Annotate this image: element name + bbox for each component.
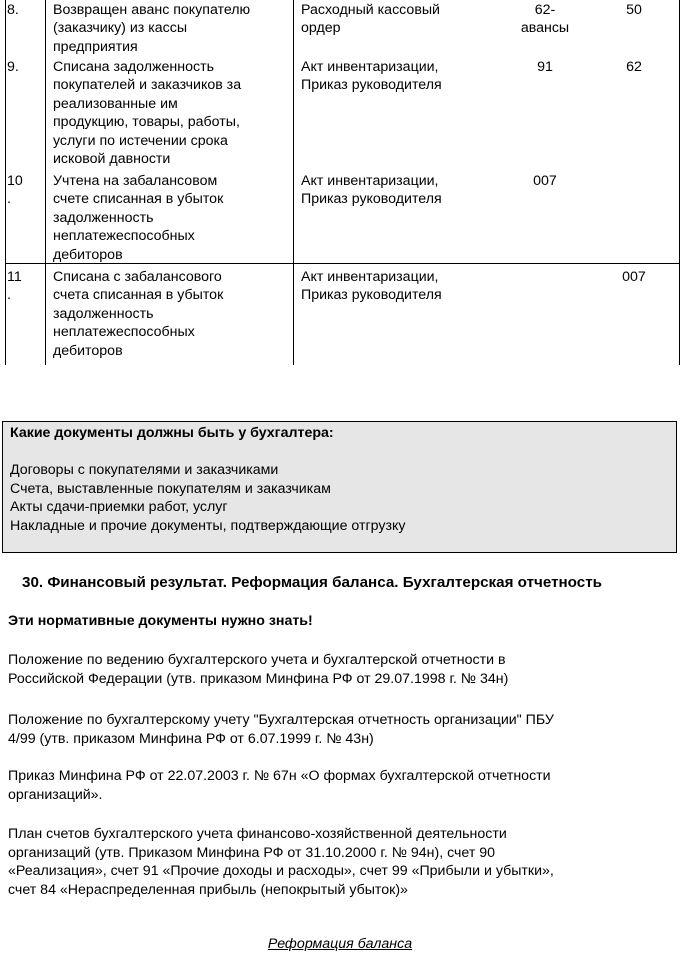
must-know-heading: Эти нормативные документы нужно знать!	[8, 613, 313, 629]
column-divider	[45, 0, 46, 365]
operation-text: Списана задолженность покупателей и заказчиков за реализованные им продукцию, товары, работы, услуги по истечении срока исковой давности	[53, 59, 242, 168]
operation-text: Учтена на забалансовом счете списанная в убыток задолженность неплатежеспособных дебиторов	[53, 173, 224, 263]
row-number: 8.	[7, 2, 19, 18]
required-documents-box	[2, 421, 677, 553]
regulation-paragraph: Положение по ведению бухгалтерского учета и бухгалтерской отчетности в Российской Федерации (утв. приказом Минфина РФ от 29.07.1998 г. № 34н)	[8, 652, 509, 687]
box-title: Какие документы должны быть у бухгалтера:	[10, 425, 334, 441]
credit-account: 007	[622, 269, 646, 285]
section-title: 30. Финансовый результат. Реформация баланса. Бухгалтерская отчетность	[22, 574, 602, 591]
source-document: Акт инвентаризации, Приказ руководителя	[301, 173, 442, 208]
list-item: Договоры с покупателями и заказчиками	[10, 462, 279, 478]
table-border-right	[679, 0, 680, 365]
row-number: 11 .	[7, 269, 22, 304]
documents-list	[10, 461, 405, 535]
row-number: 9.	[7, 59, 19, 75]
operation-text: Списана с забалансового счета списанная в убыток задолженность неплатежеспособных дебиторов	[53, 269, 224, 359]
credit-account: 50	[626, 2, 642, 18]
credit-account: 62	[626, 59, 642, 75]
row-number: 10 .	[7, 173, 23, 208]
regulation-paragraph: План счетов бухгалтерского учета финансово-хозяйственной деятельности организаций (утв. Приказом Минфина РФ от 31.10.2000 г. № 94н), счет 90 «Реализация», счет 91 «Прочие доходы и расходы», счет 99 «Прибыли и убытки», счет 84 «Нераспределенная прибыль (непокрытый убыток)»	[8, 826, 554, 898]
list-item: Накладные и прочие документы, подтверждающие отгрузку	[10, 517, 406, 534]
source-document: Акт инвентаризации, Приказ руководителя	[301, 269, 442, 304]
debit-account: 007	[533, 173, 557, 189]
column-divider	[293, 0, 294, 365]
debit-account: 91	[537, 59, 553, 75]
source-document: Расходный кассовый ордер	[301, 2, 440, 37]
subheading-balance-reformation: Реформация баланса	[267, 936, 413, 952]
table-border-left	[5, 0, 6, 365]
operation-text: Возвращен аванс покупателю (заказчику) из кассы предприятия	[53, 2, 251, 55]
ledger-table	[0, 0, 694, 365]
list-item: Счета, выставленные покупателям и заказчикам	[10, 480, 331, 497]
regulation-paragraph: Приказ Минфина РФ от 22.07.2003 г. № 67н «О формах бухгалтерской отчетности организаций».	[8, 768, 551, 803]
regulation-paragraph: Положение по бухгалтерскому учету "Бухгалтерская отчетность организации" ПБУ 4/99 (утв. приказом Минфина РФ от 6.07.1999 г. № 43н)	[8, 712, 554, 747]
debit-account: 62- авансы	[520, 2, 570, 37]
source-document: Акт инвентаризации, Приказ руководителя	[301, 59, 442, 94]
list-item: Акты сдачи-приемки работ, услуг	[10, 499, 228, 516]
